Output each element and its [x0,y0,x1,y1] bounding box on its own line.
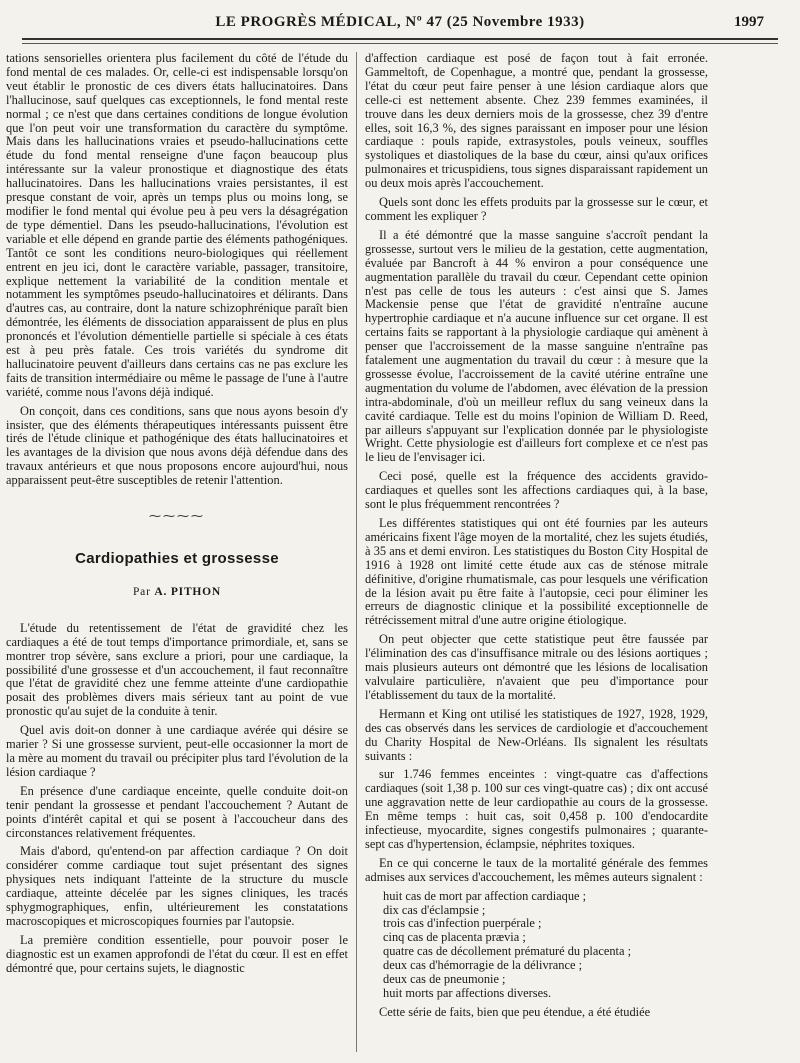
paragraph: sur 1.746 femmes enceintes : vingt-quatre cas d'affections cardiaques (soit 1,38 p. 100 sur ces vingt-quatre cas) ; dix ont accusé une aggravation nette de leur cardiopathie au cours de la grossesse. En même temps : huit cas, soit 0,458 p. 100 d'endocardite infectieuse, myocardite, signes congestifs pulmonaires ; quarante-sept cas d'hypertension, éclampsie, néphrites toxiques. [365,767,708,851]
list-item: huit morts par affections diverses. [383,986,552,1000]
header-rule-thin [22,43,778,44]
paragraph: Les différentes statistiques qui ont été fournies par les auteurs américains fixent l'âge moyen de la mortalité, chez les sujets étudiés, à 35 ans et demi environ. Les statistiques du Boston City Hospital de 1916 à 1928 ont limité cette étude aux cas de sténose mitrale définitive, d'origine rhumatismale, cas pour lesquels une vérification de la lésion avait pu être faite à l'autopsie, ceci pour éliminer les erreurs de diagnostic clinique et la possibilité exceptionnelle de rétrécissement mitral d'une autre origine étiologique. [365,516,708,628]
header-rule [22,38,778,40]
paragraph: On conçoit, dans ces conditions, sans que nous ayons besoin d'y insister, que des éléments thérapeutiques intéressants puissent être tirés de l'étude clinique et pathogénique des états hallucinatoires et les avantages de la division que nous avons déjà défendue dans des travaux antérieurs et que nous proposons encore aujourd'hui, nous apparaissent peut-être susceptibles de retenir l'attention. [6,403,348,488]
paragraph: Cette série de faits, bien que peu étendue, a été étudiée [379,1004,651,1019]
list-item: trois cas d'infection puerpérale ; [383,916,542,931]
page-number: 1997 [734,14,764,30]
byline-prefix: Par [132,585,151,598]
paragraph: Hermann et King ont utilisé les statistiques de 1927, 1928, 1929, des cas observés dans les services de cardiologie et d'accouchement du Charity Hospital de New-Orléans. Ils signalent les résultats suivants : [365,706,708,763]
paragraph: La première condition essentielle, pour pouvoir poser le diagnostic est un examen approfondi de l'état du cœur. Il est en effet démontré que, pour certains sujets, le diagnostic [6,932,348,975]
paragraph: Il a été démontré que la masse sanguine s'accroît pendant la grossesse, surtout vers le milieu de la gestation, cette augmentation, évaluée par Bancroft à 44 % environ a pour conséquence une augmentation parallèle du travail du cœur. Cependant cette opinion n'est pas celle de tous les auteurs : c'est ainsi que S. James Mackensie pense que l'état de gravidité n'entraîne aucune hypertrophie cardiaque et n'a aucune influence sur cet organe. Il est certains faits se rapportant à la physiologie cardiaque qui amènent à penser que l'accroissement de la masse sanguine n'entraîne pas fatalement une augmentation du travail du cœur : à mesure que la grossesse évolue, l'accroissement de la cavité utérine entraîne une augmentation du volume de l'abdomen, avec élévation de la pression intra-abdominale, d'où un meilleur reflux du sang veineux dans la cavité cardiaque. Telle est du moins l'opinion de William D. Reed, par ailleurs s'appuyant sur l'explication donnée par le physiologiste Wright. Cette physiologie est d'ailleurs fort complexe et ce n'est pas le lieu de l'envisager ici. [365,227,708,465]
section-ornament: ⁓⁓⁓⁓ [149,509,205,524]
left-column [6,52,348,981]
paragraph: d'affection cardiaque est posé de façon tout à fait erronée. Gammeltoft, de Copenhague, a montré que, pendant la grossesse, l'état du cœur peut faire penser à une lésion cardiaque alors que celle-ci est nettement absente. Chez 239 femmes examinées, il trouve dans les deux derniers mois de la grossesse, chez 39 d'entre elles, soit 16,3 %, des signes paraissant en imposer pour une lésion cardiaque : pouls rapide, extrasystoles, pouls veineux, souffles systoliques et diastoliques de la base du cœur, ainsi qu'aux orifices pulmonaires et tricuspidiens, tous signes disparaissant rapidement un ou deux mois après l'accouchement. [365,51,708,191]
mortality-causes-list [365,890,708,1001]
paragraph: Ceci posé, quelle est la fréquence des accidents gravido-cardiaques et quelles sont les affections cardiaques qui, à la base, sont le plus fréquemment rencontrées ? [365,469,708,512]
paragraph: Quel avis doit-on donner à une cardiaque avérée qui désire se marier ? Si une grossesse survient, peut-elle occasionner la mort de la mère au moment du travail ou précipiter plus tard l'évolution de la lésion cardiaque ? [6,723,348,779]
list-item: cinq cas de placenta prævia ; [383,930,526,945]
paragraph: En présence d'une cardiaque enceinte, quelle conduite doit-on tenir pendant la grossesse et pendant l'accouchement ? Autant de points d'intérêt capital et qui se posent à l'accoucheur dans des circonstances relativement fréquentes. [6,783,348,840]
paragraph: On peut objecter que cette statistique peut être faussée par l'élimination des cas d'insuffisance mitrale ou des lésions aortiques ; mais plusieurs auteurs ont démontré que les lésions de localisation valvulaire particulière, n'avaient que peu d'importance pour l'établissement du taux de la mortalité. [365,632,708,702]
journal-title: LE PROGRÈS MÉDICAL, Nº 47 (25 Novembre 1933) [215,14,585,30]
paragraph: L'étude du retentissement de l'état de gravidité chez les cardiaques a été de tout temps d'importance primordiale, et, sans se montrer trop sévère, sans exclure a priori, pour une cardiaque, la possibilité d'une grossesse et d'un accouchement, il faut reconnaître que l'état de gravidité chez une femme atteinte d'une cardiopathie posait des problèmes divers mais sérieux tant au point de vue pronostic qu'au sujet de la conduite à tenir. [6,620,348,719]
paragraph: tations sensorielles orientera plus facilement du côté de l'étude du fond mental de ces malades. Or, celle-ci est indispensable lorsqu'on veut établir le pronostic de ces divers états hallucinatoires. Dans l'hallucinose, sauf quelques cas exceptionnels, le fond mental reste normal ; ce n'est que dans certaines conditions de longue évolution que l'on peut voir une transformation du caractère du symptôme. Mais dans les hallucinations vraies et pseudo-hallucinations cette étude du fond mental renseigne d'une façon beaucoup plus intéressante sur la valeur pronostique et diagnostique des états hallucinatoires. Dans les hallucinations vraies persistantes, il est presque constant de voir, après un temps plus ou moins long, se modifier le fond mental qui évolue peu à peu vers la désagrégation de type démentiel. Dans les pseudo-hallucinations, l'évolution est variable et elle dépend en grande partie des éléments pathogéniques. Tantôt ce sont les conditions neuro-biologiques qui réellement entrent en jeu ici, dont le caractère variable, passager, transitoire, explique nettement la variabilité de la condition mentale et notamment les symptômes pseudo-hallucinatoires et délirants. Dans d'autres cas, au contraire, dont la nature schizophrénique paraît bien démontrée, les éléments de dissociation apparaissent de plus en plus prononcés et l'évolution démentielle partielle si spéciale à ces états est à peu près fatale. Ces trois variétés du syndrome dit hallucinatoire peuvent d'ailleurs dans certains cas ne pas exclure les faits de transition intermédiaire ou même le passage de l'une à l'autre variété, comme nous l'avons déjà indiqué. [6,51,348,399]
list-item: dix cas d'éclampsie ; [383,902,486,917]
right-column [365,52,708,1025]
column-divider [356,52,357,1052]
list-item: deux cas de pneumonie ; [383,972,506,987]
paragraph: Mais d'abord, qu'entend-on par affection cardiaque ? On doit considérer comme cardiaque tout sujet présentant des signes physiques nets indiquant l'atteinte de la structure du muscle cardiaque, atteinte décelée par les signes cliniques, les tracés sphygmographiques, enfin, ultérieurement les constatations macroscopiques et microscopiques fournies par l'autopsie. [6,844,348,928]
byline-author: A. PITHON [154,585,222,598]
byline [6,586,348,600]
list-item: deux cas d'hémorragie de la délivrance ; [383,958,583,973]
list-item: quatre cas de décollement prématuré du placenta ; [383,944,632,959]
article-title: Cardiopathies et grossesse [75,550,279,567]
list-item: huit cas de mort par affection cardiaque ; [383,888,587,903]
paragraph: Quels sont donc les effets produits par la grossesse sur le cœur, et comment les expliquer ? [365,195,708,223]
paragraph: En ce qui concerne le taux de la mortalité générale des femmes admises aux services d'accouchement, les mêmes auteurs signalent : [365,855,708,884]
running-header [22,14,778,34]
